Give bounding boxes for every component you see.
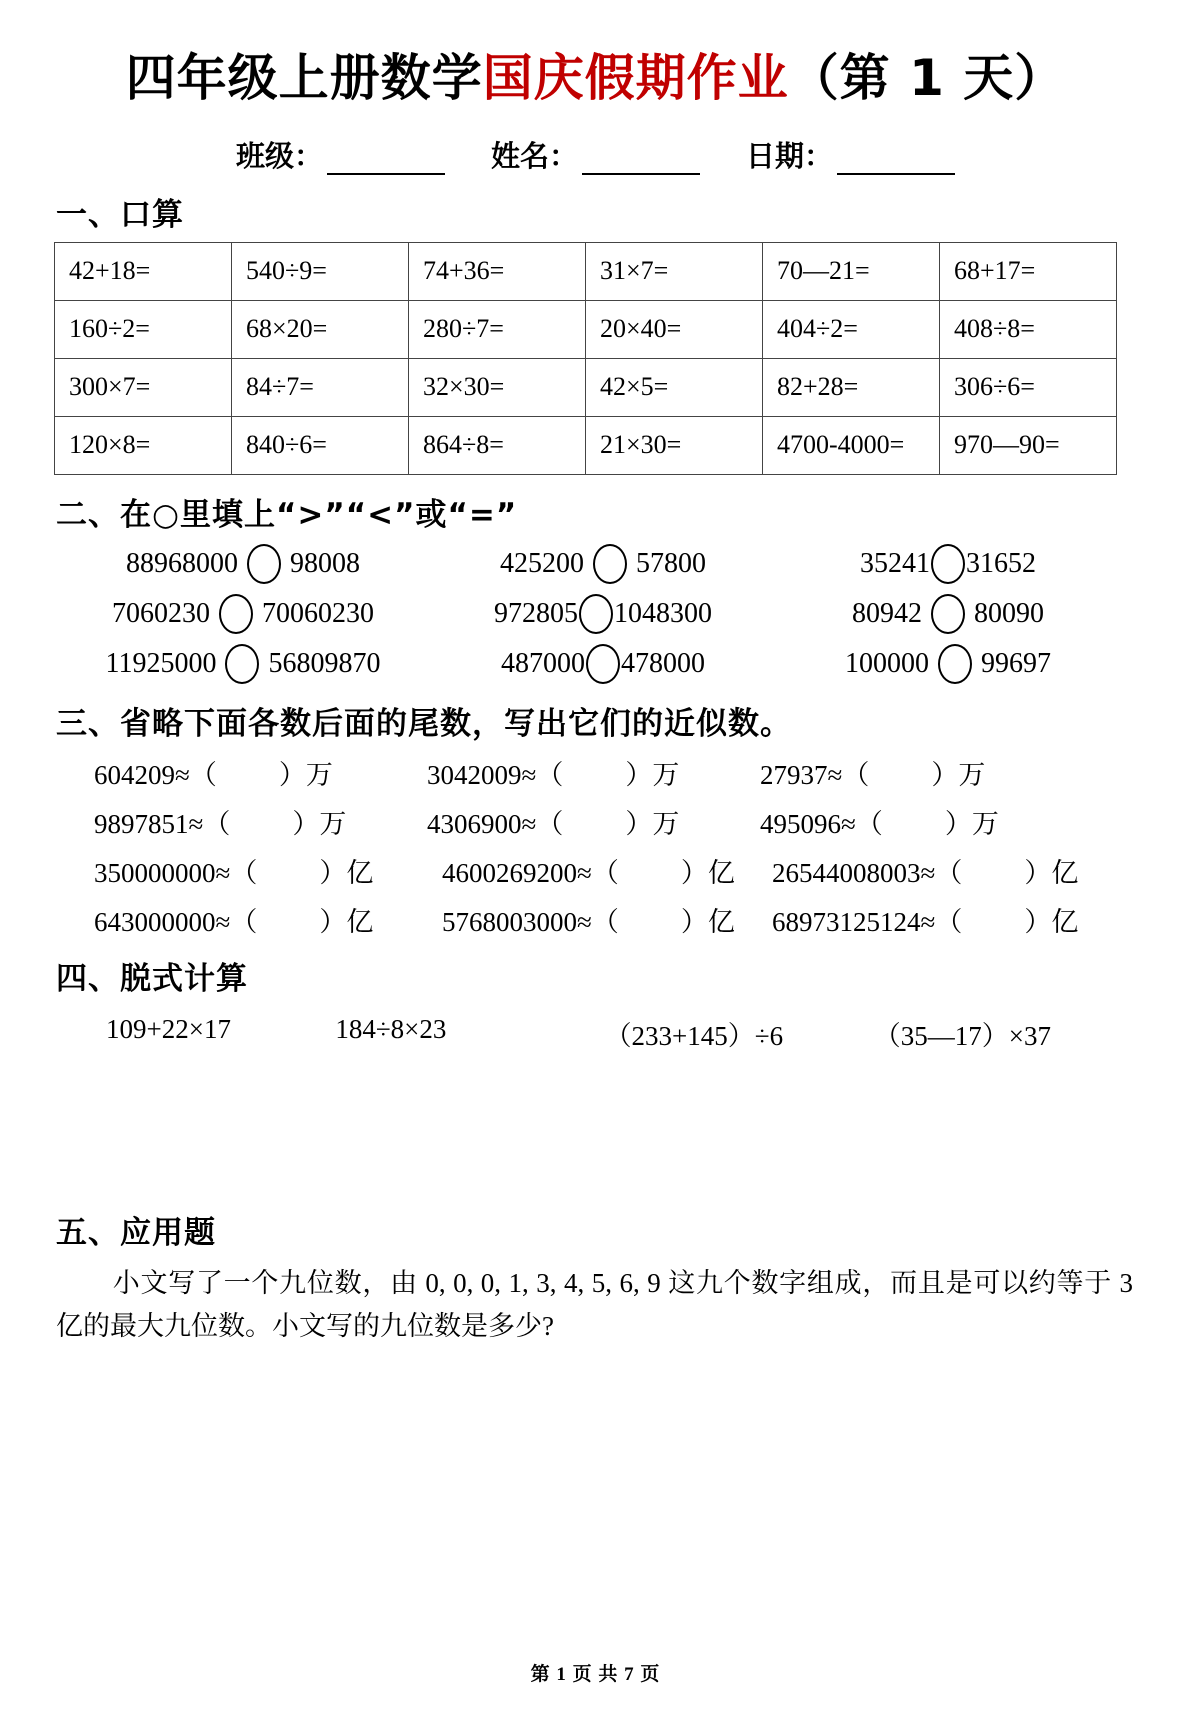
paren-open: （ (203, 808, 231, 839)
paren-close: ） (625, 759, 653, 790)
compare-left-number: 972805 (494, 597, 578, 629)
table-row (55, 242, 1117, 300)
field-date (746, 134, 955, 175)
rounding-item (772, 851, 1102, 890)
paren-close: ） (319, 857, 347, 888)
table-row (55, 358, 1117, 416)
compare-answer-circle[interactable] (219, 594, 253, 634)
rounding-number: 4306900 (427, 808, 522, 839)
approx-symbol: ≈ (920, 857, 936, 888)
rounding-unit: 亿 (1051, 906, 1079, 937)
compare-answer-circle[interactable] (586, 644, 620, 684)
approx-symbol: ≈ (175, 759, 190, 790)
paren-close: ） (319, 906, 347, 937)
field-class-label: 班级： (235, 138, 323, 173)
rounding-item (94, 802, 427, 841)
compare-item (48, 544, 438, 584)
table-cell[interactable]: 32×30= (409, 358, 586, 416)
rounding-item (427, 753, 760, 792)
table-cell[interactable]: 21×30= (586, 416, 763, 474)
rounding-unit: 万 (305, 759, 333, 790)
compare-left-number: 35241 (860, 547, 930, 579)
rounding-number: 26544008003 (772, 857, 921, 888)
compare-left-number: 100000 (845, 647, 929, 679)
field-date-input[interactable] (837, 149, 955, 175)
approx-symbol: ≈ (920, 906, 936, 937)
title-part-black-prefix: 四年级上册数学 (125, 49, 483, 107)
compare-item (438, 644, 768, 684)
rounding-number: 27937 (760, 759, 828, 790)
rounding-row (48, 851, 1143, 890)
table-cell[interactable]: 306÷6= (940, 358, 1117, 416)
table-cell[interactable]: 970—90= (940, 416, 1117, 474)
compare-item (768, 544, 1128, 584)
table-cell[interactable]: 70—21= (763, 242, 940, 300)
rounding-unit: 万 (971, 808, 999, 839)
rounding-number: 5768003000 (442, 906, 577, 937)
compare-right-number: 70060230 (262, 597, 374, 629)
page-title (48, 50, 1143, 108)
rounding-unit: 万 (652, 759, 680, 790)
rounding-number: 4600269200 (442, 857, 577, 888)
rounding-row (48, 753, 1143, 792)
rounding-unit: 亿 (1051, 857, 1079, 888)
rounding-item (760, 802, 1093, 841)
rounding-number: 350000000 (94, 857, 216, 888)
compare-row (48, 594, 1143, 634)
field-name-input[interactable] (582, 149, 700, 175)
compare-answer-circle[interactable] (593, 544, 627, 584)
table-cell[interactable]: 404÷2= (763, 300, 940, 358)
paren-open: （ (189, 759, 217, 790)
expression-work-area[interactable] (48, 1053, 1143, 1193)
paren-close: ） (944, 808, 972, 839)
paren-close: ） (278, 759, 306, 790)
approx-symbol: ≈ (577, 906, 592, 937)
table-cell[interactable]: 300×7= (55, 358, 232, 416)
table-cell[interactable]: 540÷9= (232, 242, 409, 300)
table-cell[interactable]: 68×20= (232, 300, 409, 358)
word-problem-text-container (48, 1262, 1143, 1349)
compare-left-number: 80942 (852, 597, 922, 629)
paren-open: （ (591, 906, 619, 937)
paren-close: ） (680, 857, 708, 888)
approx-symbol: ≈ (827, 759, 843, 790)
compare-left-number: 88968000 (126, 547, 238, 579)
section-heading-compare: 二、在○里填上“>”“<”或“=” (56, 496, 518, 533)
word-problem-text: 小文写了一个九位数，由 0, 0, 0, 1, 3, 4, 5, 6, 9 这九个数字组成，而且是可以约等于 3 亿的最大九位数。小文写的九位数是多少? (56, 1267, 1133, 1342)
table-cell[interactable]: 120×8= (55, 416, 232, 474)
approx-symbol: ≈ (215, 906, 231, 937)
rounding-item (94, 753, 427, 792)
compare-right-number: 1048300 (614, 597, 712, 629)
rounding-unit: 万 (652, 808, 680, 839)
field-class (236, 134, 445, 175)
approx-symbol: ≈ (521, 808, 537, 839)
table-row (55, 300, 1117, 358)
approx-symbol: ≈ (841, 808, 856, 839)
section-heading-rounding: 三、省略下面各数后面的尾数，写出它们的近似数。 (56, 705, 792, 742)
rounding-item (94, 851, 442, 890)
page-footer: 第 1 页 共 7 页 (530, 1664, 661, 1685)
rounding-unit: 亿 (707, 906, 735, 937)
compare-answer-circle[interactable] (931, 594, 965, 634)
compare-item (438, 544, 768, 584)
paren-close: ） (1024, 857, 1052, 888)
compare-right-number: 99697 (981, 647, 1051, 679)
rounding-item (772, 900, 1102, 939)
rounding-number: 495096 (760, 808, 841, 839)
rounding-number: 604209 (94, 759, 175, 790)
compare-answer-circle[interactable] (247, 544, 281, 584)
compare-right-number: 57800 (636, 547, 706, 579)
compare-right-number: 478000 (621, 647, 705, 679)
approx-symbol: ≈ (215, 857, 231, 888)
section-heading-expressions: 四、脱式计算 (56, 960, 248, 997)
oral-arithmetic-table (54, 242, 1117, 475)
table-cell[interactable]: 20×40= (586, 300, 763, 358)
paren-open: （ (591, 857, 619, 888)
table-cell[interactable]: 4700-4000= (763, 416, 940, 474)
table-cell[interactable]: 42+18= (55, 242, 232, 300)
paren-close: ） (931, 759, 959, 790)
expression-item[interactable]: （233+145）÷6 (604, 1020, 784, 1051)
rounding-item (760, 753, 1093, 792)
rounding-row (48, 900, 1143, 939)
table-cell[interactable]: 82+28= (763, 358, 940, 416)
compare-item (48, 594, 438, 634)
paren-open: （ (230, 857, 258, 888)
rounding-unit: 亿 (346, 857, 374, 888)
paren-open: （ (842, 759, 870, 790)
table-cell[interactable]: 42×5= (586, 358, 763, 416)
approx-symbol: ≈ (188, 808, 204, 839)
paren-close: ） (1024, 906, 1052, 937)
table-cell[interactable]: 68+17= (940, 242, 1117, 300)
compare-answer-circle[interactable] (931, 544, 965, 584)
expression-item[interactable]: 184÷8×23 (335, 1013, 447, 1044)
approx-symbol: ≈ (521, 759, 537, 790)
compare-right-number: 80090 (974, 597, 1044, 629)
title-part-black-suffix: （第 1 天） (788, 49, 1066, 107)
rounding-unit: 亿 (346, 906, 374, 937)
rounding-number: 68973125124 (772, 906, 921, 937)
table-cell[interactable]: 31×7= (586, 242, 763, 300)
compare-left-number: 487000 (501, 647, 585, 679)
table-row (55, 416, 1117, 474)
table-cell[interactable]: 864÷8= (409, 416, 586, 474)
table-cell[interactable]: 280÷7= (409, 300, 586, 358)
paren-close: ） (292, 808, 320, 839)
compare-left-number: 425200 (500, 547, 584, 579)
paren-open: （ (855, 808, 883, 839)
field-class-input[interactable] (327, 149, 445, 175)
worksheet-page (0, 50, 1191, 1734)
compare-left-number: 11925000 (105, 647, 217, 679)
rounding-item (442, 851, 772, 890)
paren-open: （ (935, 906, 963, 937)
rounding-unit: 万 (319, 808, 347, 839)
rounding-item (94, 900, 442, 939)
rounding-item (427, 802, 760, 841)
compare-item (768, 644, 1128, 684)
paren-close: ） (680, 906, 708, 937)
expression-item[interactable]: （35—17）×37 (873, 1020, 1052, 1051)
compare-right-number: 56809870 (268, 647, 381, 679)
paren-open: （ (230, 906, 258, 937)
compare-right-number: 98008 (290, 547, 360, 579)
paren-open: （ (935, 857, 963, 888)
table-cell[interactable]: 160÷2= (55, 300, 232, 358)
expression-item[interactable]: 109+22×17 (106, 1013, 231, 1044)
rounding-unit: 亿 (707, 857, 735, 888)
compare-row (48, 544, 1143, 584)
paren-open: （ (536, 808, 564, 839)
paren-close: ） (625, 808, 653, 839)
field-name-label: 姓名： (490, 138, 578, 173)
rounding-number: 3042009 (427, 759, 522, 790)
compare-left-number: 7060230 (112, 597, 210, 629)
field-name (491, 134, 700, 175)
section-heading-word-problem: 五、应用题 (56, 1214, 216, 1251)
approx-symbol: ≈ (577, 857, 592, 888)
compare-item (438, 594, 768, 634)
table-cell[interactable]: 408÷8= (940, 300, 1117, 358)
compare-answer-circle[interactable] (938, 644, 972, 684)
title-part-red: 国庆假期作业 (482, 49, 789, 107)
compare-right-number: 31652 (966, 547, 1036, 579)
table-cell[interactable]: 84÷7= (232, 358, 409, 416)
compare-answer-circle[interactable] (225, 644, 259, 684)
field-date-label: 日期： (746, 138, 834, 173)
student-info-row (48, 134, 1143, 175)
expression-row (48, 1014, 1143, 1053)
table-cell[interactable]: 840÷6= (232, 416, 409, 474)
compare-row (48, 644, 1143, 684)
compare-item (768, 594, 1128, 634)
compare-item (48, 644, 438, 684)
rounding-number: 643000000 (94, 906, 216, 937)
rounding-number: 9897851 (94, 808, 189, 839)
paren-open: （ (536, 759, 564, 790)
compare-answer-circle[interactable] (579, 594, 613, 634)
table-cell[interactable]: 74+36= (409, 242, 586, 300)
section-heading-oral: 一、口算 (56, 196, 184, 233)
rounding-item (442, 900, 772, 939)
rounding-unit: 万 (958, 759, 986, 790)
rounding-row (48, 802, 1143, 841)
